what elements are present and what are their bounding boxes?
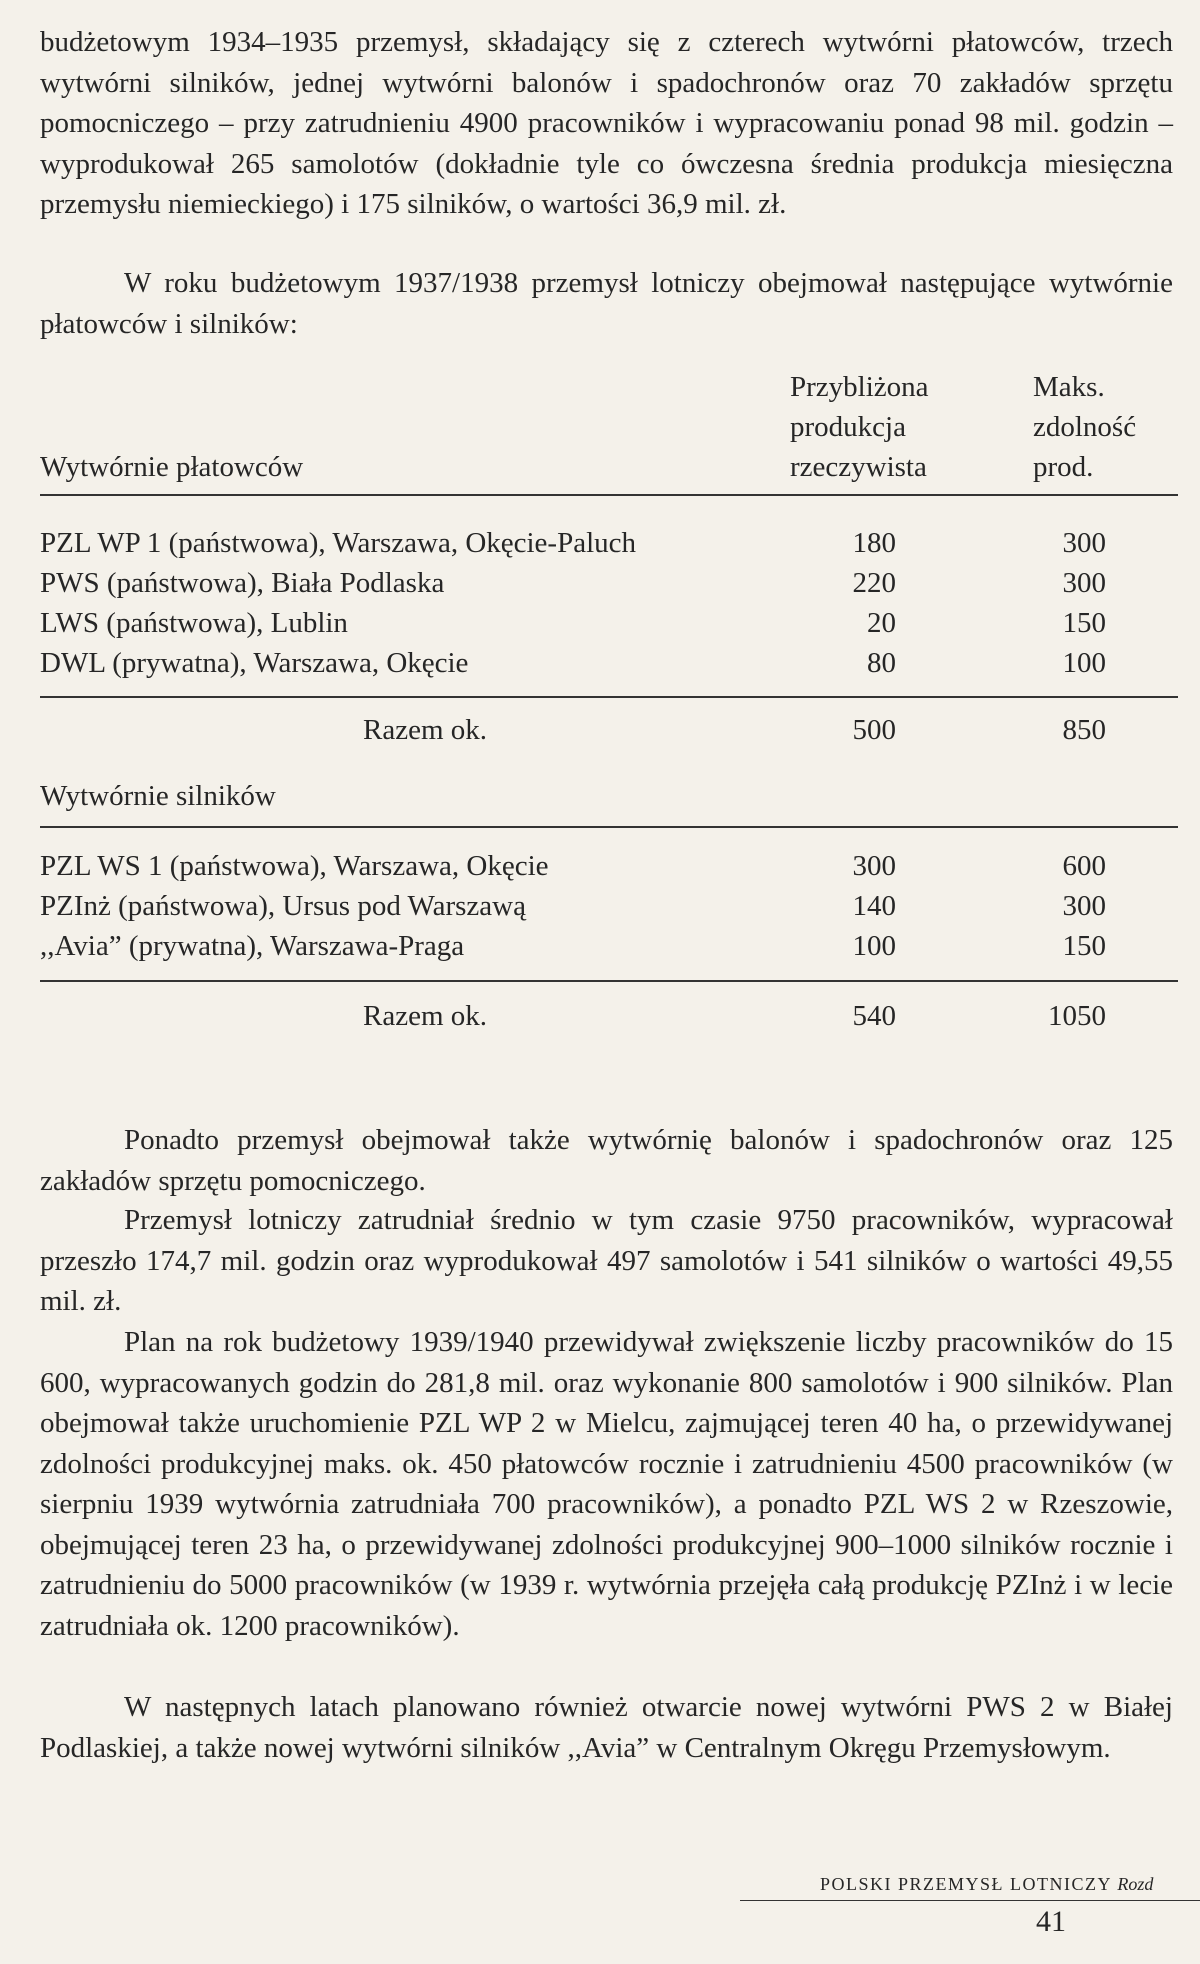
row-capacity: 600 bbox=[1062, 850, 1106, 882]
row-production: 20 bbox=[867, 607, 896, 639]
running-head bbox=[820, 1874, 1153, 1895]
row-name: PZL WP 1 (państwowa), Warszawa, Okęcie-Paluch bbox=[40, 527, 637, 559]
page-number: 41 bbox=[1036, 1905, 1066, 1938]
col-capacity-line-1: Maks. bbox=[1033, 371, 1105, 403]
table-rule bbox=[40, 494, 1178, 496]
engines-heading: Wytwórnie silników bbox=[40, 780, 276, 812]
row-production: 140 bbox=[852, 890, 896, 922]
total-label: Razem ok. bbox=[363, 714, 488, 746]
table-rule bbox=[40, 696, 1178, 698]
total-capacity: 850 bbox=[1062, 714, 1106, 746]
body-paragraph-1: Ponadto przemysł obejmował także wytwórnię balonów i spadochronów oraz 125 zakładów sprzętu pomocniczego. bbox=[40, 1124, 1173, 1197]
row-name: ,,Avia” (prywatna), Warszawa-Praga bbox=[40, 930, 465, 962]
row-capacity: 100 bbox=[1062, 647, 1106, 679]
body-paragraph-4: W następnych latach planowano również otwarcie nowej wytwórni PWS 2 w Białej Podlaskiej, a także nowej wytwórni silników ,,Avia” w Centralnym Okręgu Przemysłowym. bbox=[40, 1691, 1173, 1764]
table-rule bbox=[40, 980, 1178, 982]
total-production: 500 bbox=[852, 714, 896, 746]
row-name: DWL (prywatna), Warszawa, Okęcie bbox=[40, 647, 469, 679]
row-production: 300 bbox=[852, 850, 896, 882]
table-rule bbox=[40, 826, 1178, 828]
intro-paragraph-1: budżetowym 1934–1935 przemysł, składający się z czterech wytwórni płatowców, trzech wytwórni silników, jednej wytwórni balonów i spadochronów oraz 70 zakładów sprzętu pomocniczego – przy zatrudnieniu 4900 pracowników i wypracowaniu ponad 98 mil. godzin – wyprodukował 265 samolotów (dokładnie tyle co ówczesna średnia produkcja miesięczna przemysłu niemieckiego) i 175 silników, o wartości 36,9 mil. zł. bbox=[40, 26, 1173, 220]
row-name: LWS (państwowa), Lublin bbox=[40, 607, 348, 639]
body-paragraph-3: Plan na rok budżetowy 1939/1940 przewidywał zwiększenie liczby pracowników do 15 600, wypracowanych godzin do 281,8 mil. oraz wykonanie 800 samolotów i 900 silników. Plan obejmował także uruchomienie PZL WP 2 w Mielcu, zajmującej teren 40 ha, o przewidywanej zdolności produkcyjnej maks. ok. 450 płatowców rocznie i zatrudnieniu 4500 pracowników (w sierpniu 1939 wytwórnia zatrudniała 700 pracowników), a ponadto PZL WS 2 w Rzeszowie, obejmującej teren 23 ha, o przewidywanej zdolności produkcyjnej 900–1000 silników rocznie i zatrudnieniu do 5000 pracowników (w 1939 r. wytwórnia przejęła całą produkcję PZInż i w lecie zatrudniała ok. 1200 pracowników). bbox=[40, 1326, 1173, 1642]
body-paragraph-2: Przemysł lotniczy zatrudniał średnio w tym czasie 9750 pracowników, wypracował przeszło 174,7 mil. godzin oraz wyprodukował 497 samolotów i 541 silników o wartości 49,55 mil. zł. bbox=[40, 1204, 1173, 1317]
row-capacity: 300 bbox=[1062, 890, 1106, 922]
row-production: 100 bbox=[852, 930, 896, 962]
row-name: PZInż (państwowa), Ursus pod Warszawą bbox=[40, 890, 526, 922]
row-production: 180 bbox=[852, 527, 896, 559]
row-capacity: 300 bbox=[1062, 567, 1106, 599]
row-name: PZL WS 1 (państwowa), Warszawa, Okęcie bbox=[40, 850, 549, 882]
col-capacity-line-3: prod. bbox=[1033, 451, 1094, 483]
col-production-line-2: produkcja bbox=[790, 411, 906, 443]
intro-paragraph-2: W roku budżetowym 1937/1938 przemysł lotniczy obejmował następujące wytwórnie płatowców i silników: bbox=[40, 267, 1173, 340]
row-capacity: 150 bbox=[1062, 607, 1106, 639]
row-production: 220 bbox=[852, 567, 896, 599]
footer-rule bbox=[740, 1900, 1200, 1901]
total-production: 540 bbox=[852, 1000, 896, 1032]
row-production: 80 bbox=[867, 647, 896, 679]
row-name: PWS (państwowa), Biała Podlaska bbox=[40, 567, 445, 599]
col-production-line-3: rzeczywista bbox=[790, 451, 927, 483]
col-production-line-1: Przybliżona bbox=[790, 371, 929, 403]
row-capacity: 150 bbox=[1062, 930, 1106, 962]
row-capacity: 300 bbox=[1062, 527, 1106, 559]
running-head-chapter: Rozd bbox=[1117, 1874, 1154, 1894]
total-capacity: 1050 bbox=[1048, 1000, 1106, 1032]
airframes-heading: Wytwórnie płatowców bbox=[40, 451, 304, 483]
running-head-title: POLSKI PRZEMYSŁ LOTNICZY bbox=[820, 1874, 1112, 1894]
total-label: Razem ok. bbox=[363, 1000, 488, 1032]
col-capacity-line-2: zdolność bbox=[1033, 411, 1137, 443]
